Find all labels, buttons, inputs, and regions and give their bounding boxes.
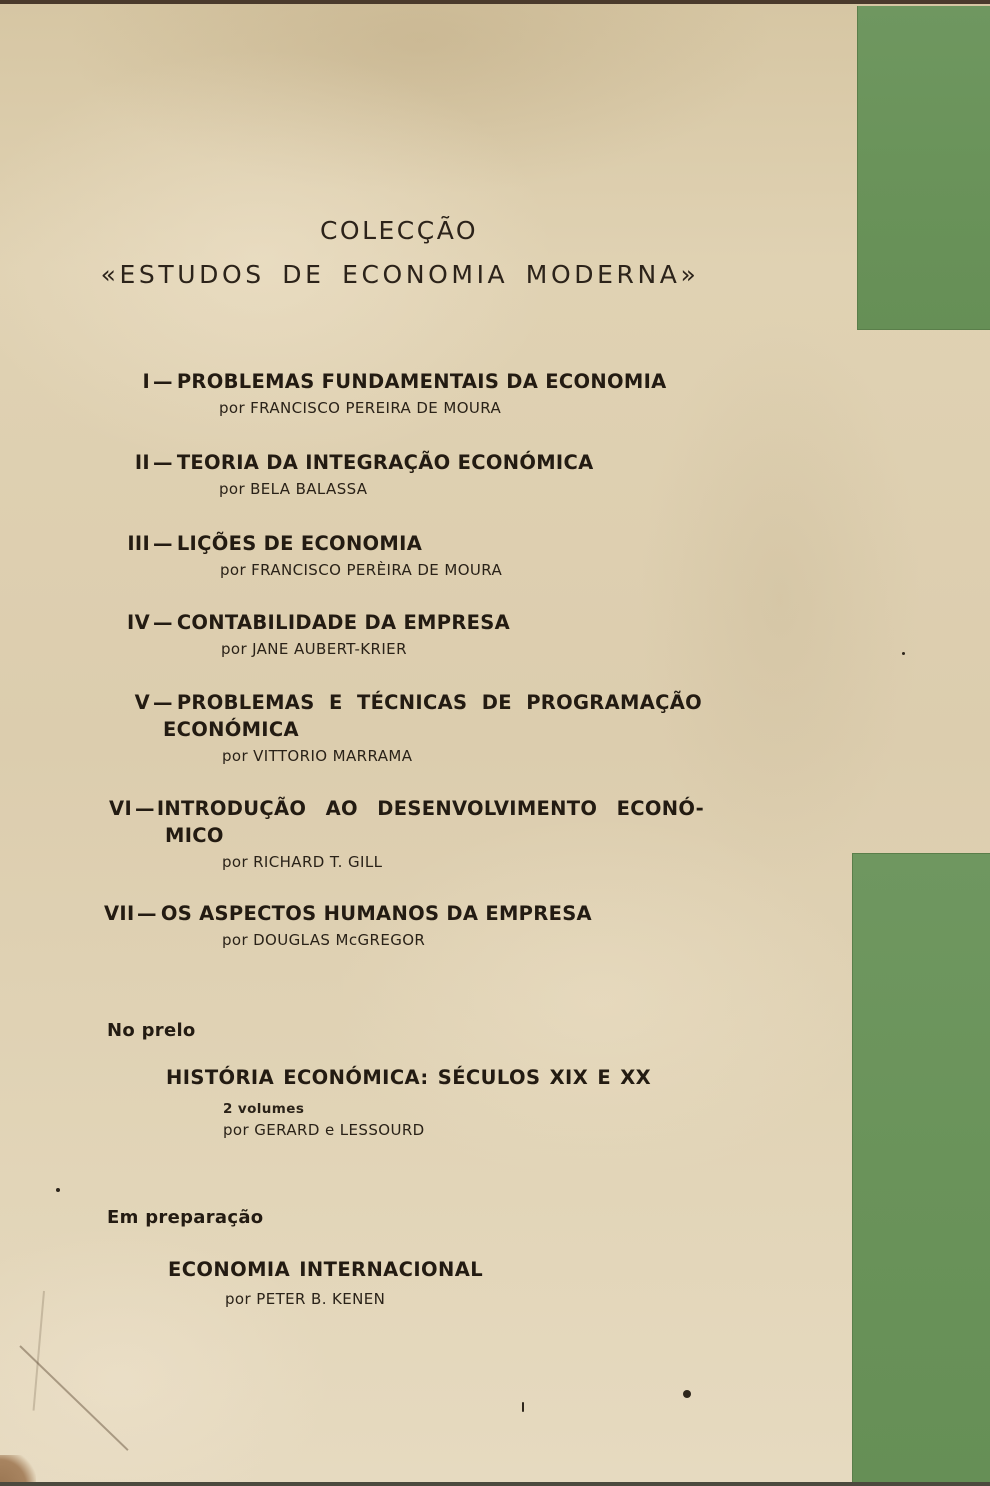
volume-title: PROBLEMAS E TÉCNICAS DE PROGRAMAÇÃO <box>176 691 702 714</box>
collection-label: COLECÇÃO <box>319 216 479 245</box>
in-preparation-author-line <box>225 1290 385 1308</box>
dash: — <box>153 611 173 634</box>
volume-title: PROBLEMAS FUNDAMENTAIS DA ECONOMIA <box>176 370 667 393</box>
author-prefix: por <box>222 853 249 871</box>
dash: — <box>153 691 173 714</box>
in-press-author: GERARD e LESSOURD <box>254 1121 425 1139</box>
paper-crease <box>33 1291 45 1411</box>
volume-author-line <box>220 560 706 580</box>
green-band-bottom <box>852 853 990 1482</box>
volume-title-continuation <box>165 822 704 849</box>
volume-author: FRANCISCO PEREIRA DE MOURA <box>250 399 502 417</box>
section-label-in-preparation: Em preparação <box>107 1207 264 1228</box>
author-prefix: por <box>222 931 249 949</box>
volume-entry-6 <box>106 795 704 872</box>
green-band-top <box>857 6 990 330</box>
author-prefix: por <box>225 1290 252 1308</box>
volume-entry-4 <box>106 609 706 659</box>
ink-speck <box>902 652 905 655</box>
volume-author: RICHARD T. GILL <box>253 853 383 871</box>
volume-entry-3 <box>106 530 706 580</box>
volume-author: JANE AUBERT-KRIER <box>252 640 407 658</box>
ink-speck <box>522 1402 524 1412</box>
dash: — <box>153 451 173 474</box>
volume-title-cont: ECONÓMICA <box>163 718 299 741</box>
volume-title: OS ASPECTOS HUMANOS DA EMPRESA <box>160 902 592 925</box>
volume-entry-1 <box>106 368 706 418</box>
author-prefix: por <box>221 640 248 658</box>
ink-speck <box>56 1188 60 1192</box>
author-prefix: por <box>223 1121 250 1139</box>
volume-author-line <box>222 746 702 766</box>
volume-numeral: V <box>134 691 150 714</box>
volume-author: BELA BALASSA <box>250 480 368 498</box>
volume-author-line <box>222 852 704 872</box>
volume-numeral: III <box>127 532 150 555</box>
dash: — <box>153 532 173 555</box>
section-label-in-press: No prelo <box>107 1020 196 1041</box>
author-prefix: por <box>219 399 246 417</box>
volume-title: INTRODUÇÃO AO DESENVOLVIMENTO ECONÓ- <box>156 797 704 820</box>
volume-title-continuation <box>163 716 702 743</box>
volume-author-line <box>221 639 706 659</box>
volume-author: VITTORIO MARRAMA <box>253 747 413 765</box>
volume-author-line <box>219 398 706 418</box>
volume-numeral: VII <box>104 902 135 925</box>
collection-title: «ESTUDOS DE ECONOMIA MODERNA» <box>100 260 700 289</box>
cover-top-edge <box>0 0 990 4</box>
volume-numeral: II <box>134 451 150 474</box>
volume-numeral: VI <box>109 797 132 820</box>
in-preparation-author: PETER B. KENEN <box>256 1290 386 1308</box>
author-prefix: por <box>219 480 246 498</box>
dash: — <box>135 797 155 820</box>
volume-entry-7 <box>104 900 704 950</box>
volume-entry-5 <box>106 689 702 766</box>
author-prefix: por <box>220 561 247 579</box>
volume-entry-2 <box>106 449 706 499</box>
cover-bottom-edge <box>0 1482 990 1486</box>
in-preparation-title: ECONOMIA INTERNACIONAL <box>168 1258 484 1281</box>
ink-speck <box>683 1390 691 1398</box>
volume-author-line <box>222 930 704 950</box>
dash: — <box>137 902 157 925</box>
collection-header <box>0 213 800 293</box>
in-press-title: HISTÓRIA ECONÓMICA: SÉCULOS XIX E XX <box>166 1066 652 1089</box>
volume-title: TEORIA DA INTEGRAÇÃO ECONÓMICA <box>176 451 594 474</box>
in-press-volumes-note: 2 volumes <box>223 1101 305 1117</box>
in-press-author-line <box>223 1121 425 1139</box>
volume-title-cont: MICO <box>165 824 224 847</box>
dash: — <box>153 370 173 393</box>
volume-numeral: IV <box>127 611 150 634</box>
author-prefix: por <box>222 747 249 765</box>
volume-title: LIÇÕES DE ECONOMIA <box>176 532 423 555</box>
volume-numeral: I <box>142 370 150 393</box>
volume-author-line <box>219 479 706 499</box>
volume-author: DOUGLAS McGREGOR <box>253 931 426 949</box>
volume-author: FRANCISCO PERÈIRA DE MOURA <box>251 561 503 579</box>
paper-crease <box>19 1345 128 1451</box>
volume-title: CONTABILIDADE DA EMPRESA <box>176 611 511 634</box>
